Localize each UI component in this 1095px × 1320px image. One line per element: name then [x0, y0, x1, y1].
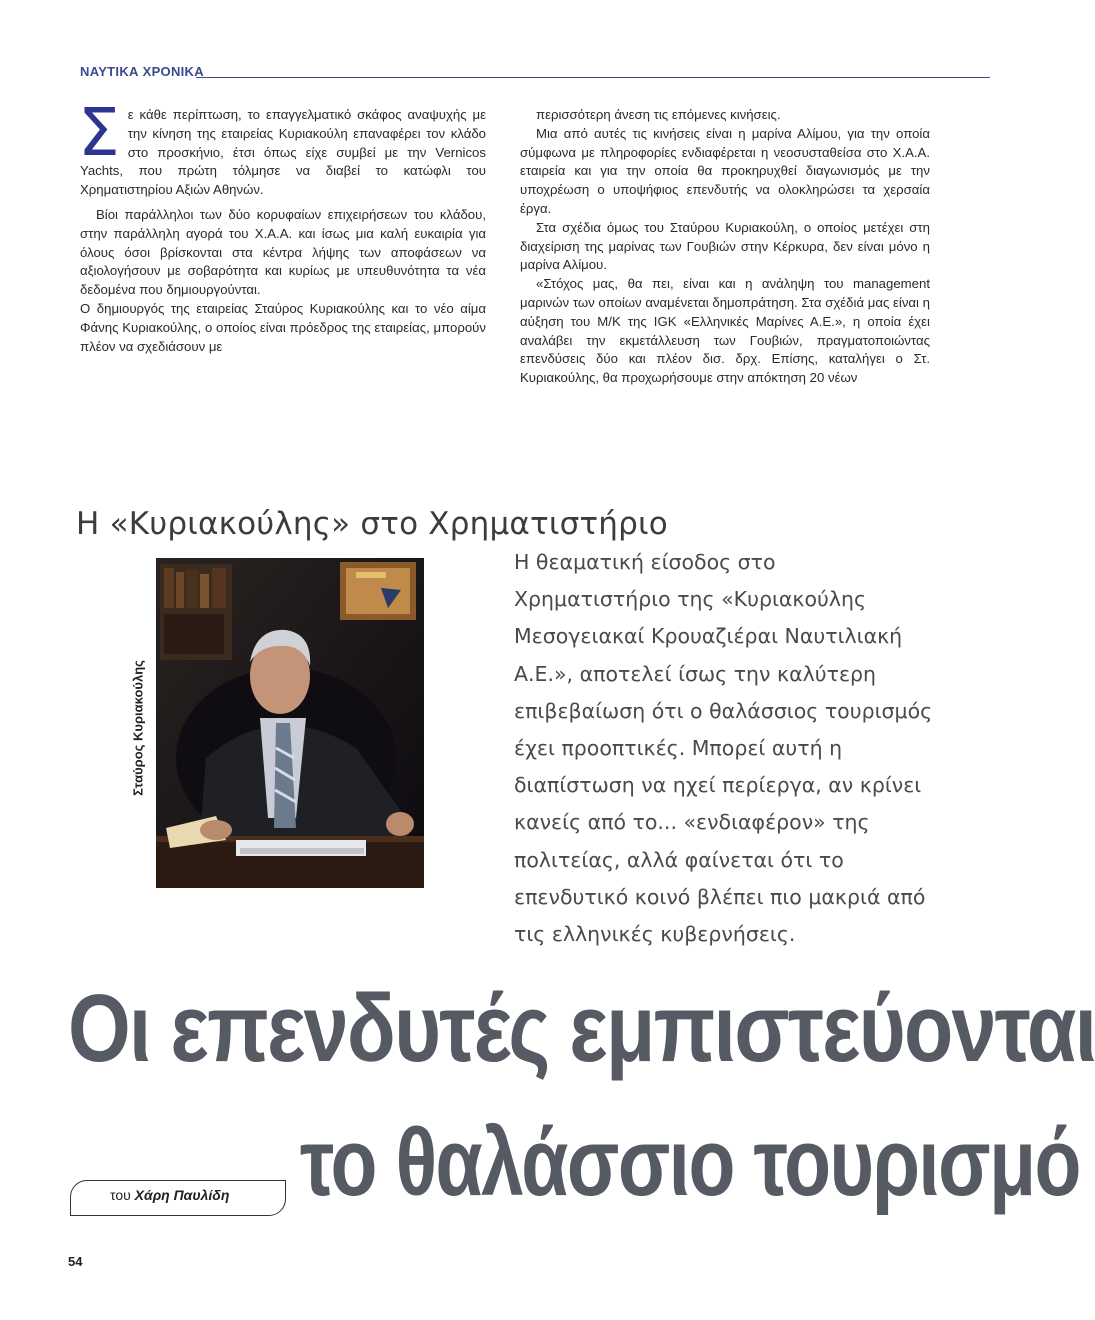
lead-paragraph: Η θεαματική είσοδος στο Χρηματιστήριο της «Κυριακούλης Μεσογειακαί Κρουαζιέραι Ναυτιλιακή Α.Ε.», αποτελεί ίσως την καλύτερη επιβεβαίωση ότι ο θαλάσσιος τουρισμός έχει προοπτικές. Μπορεί αυτή η διαπίστωση να ηχεί περίεργα, αν κρίνει κανείς από το... «ενδιαφέρον» της πολιτείας, αλλά φαίνεται ότι το επενδυτικό κοινό βλέπει πιο μακριά από τις ελληνικές κυβερνήσεις. — [514, 550, 933, 947]
paragraph: Βίοι παράλληλοι των δύο κορυφαίων επιχειρήσεων του κλάδου, στην παράλληλη αγορά του Χ.Α.Α. και ίσως μια καλή ευκαιρία για όλους όσοι βρίσκονται στα κέντρα λήψης των αποφάσεων να αξιολογήσουν με σοβαρότητα και κυρίως με υπευθυνότητα τα νέα δεδομένα που δημιουργούνται. — [80, 206, 486, 298]
headline-line-1: Οι επενδυτές εμπιστεύονται — [68, 975, 1095, 1082]
paragraph: περισσότερη άνεση τις επόμενες κινήσεις. — [536, 107, 781, 122]
byline — [110, 1187, 229, 1203]
article-left-column — [78, 94, 486, 356]
paragraph: Ο δημιουργός της εταιρείας Σταύρος Κυριακούλης και το νέο αίμα Φάνης Κυριακούλης, ο οποίος είναι πρόεδρος της εταιρείας, μπορούν πλέον να σχεδιάσουν με — [80, 300, 486, 354]
page-number: 54 — [68, 1254, 83, 1269]
portrait-illustration — [156, 558, 424, 888]
paragraph: Στα σχέδια όμως του Σταύρου Κυριακούλη, ο οποίος μετέχει στη διαχείριση της μαρίνας των Γουβιών στην Κέρκυρα, δεν είναι μόνο η μαρίνα Αλίμου. — [520, 219, 930, 273]
portrait-photo — [156, 558, 424, 888]
header-rule — [196, 77, 990, 78]
article-right-column — [520, 106, 930, 388]
subheading: Η «Κυριακούλης» στο Χρηματιστήριο — [76, 505, 668, 542]
photo-caption: Σταύρος Κυριακούλης — [130, 660, 146, 796]
paragraph: «Στόχος μας, θα πει, είναι και η ανάληψη του management μαρινών των οποίων αναμένεται δημοπράτηση. Στα σχέδιά μας είναι η αύξηση του Μ/Κ της IGK «Ελληνικές Μαρίνες Α.Ε.», η οποία έχει αναλάβει την εκμετάλλευση των Γουβιών, πραγματοποιώντας επενδύσεις δύο και πλέον δισ. δρχ. Επίσης, καταλήγει ο Στ. Κυριακούλης, θα προχωρήσουμε στην απόκτηση 20 νέων — [520, 276, 930, 386]
dropcap: Σ — [78, 94, 120, 171]
byline-author: Χάρη Παυλίδη — [134, 1187, 230, 1203]
paragraph: ε κάθε περίπτωση, το επαγγελματικό σκάφος αναψυχής με την κίνηση της εταιρείας Κυριακούλη επαναφέρει τον κλάδο στο προσκήνιο, έτσι όπως είχε συμβεί με την Vernicos Yachts, που πρώτη τόλμησε να διαβεί το κατώφλι του Χρηματιστηρίου Αξιών Αθηνών. — [80, 107, 486, 198]
byline-prefix: του — [110, 1187, 131, 1203]
headline-line-2: το θαλάσσιο τουρισμό — [300, 1109, 1080, 1216]
section-label: ΝΑΥΤΙΚΑ ΧΡΟΝΙΚΑ — [80, 64, 204, 79]
paragraph: Μια από αυτές τις κινήσεις είναι η μαρίνα Αλίμου, για την οποία σύμφωνα με πληροφορίες ενδιαφέρεται η νεοσυσταθείσα στο Χ.Α.Α. εταιρεία και για την οποία θα προκηρυχθεί διαγωνισμός με την υποχρέωση ο υποψήφιος επενδυτής να ολοκληρώσει τα χερσαία έργα. — [520, 125, 930, 216]
